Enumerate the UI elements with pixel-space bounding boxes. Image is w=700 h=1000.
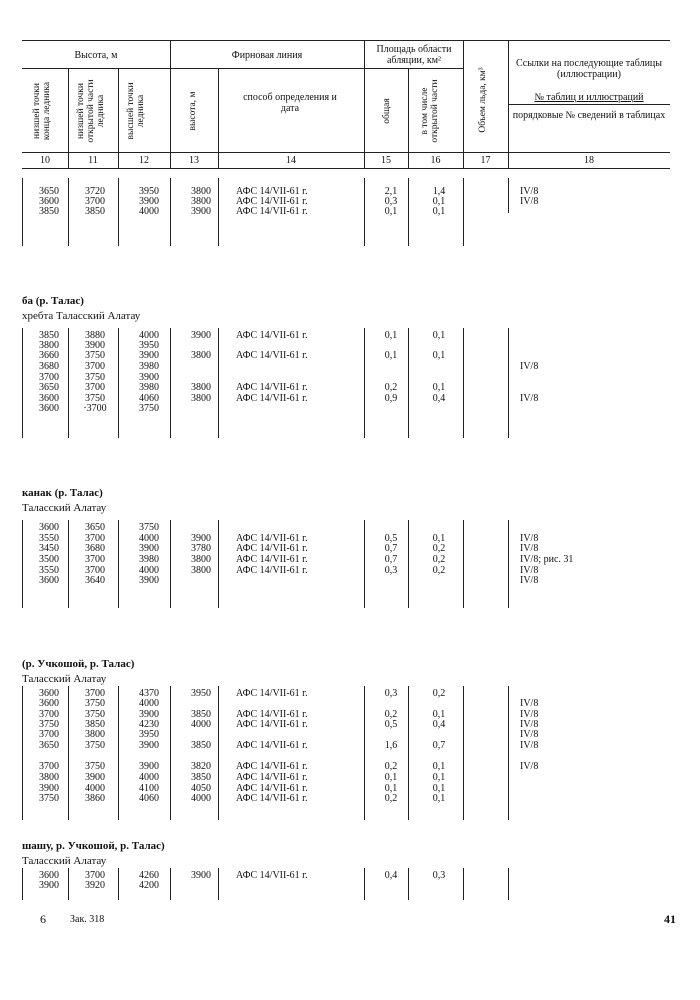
- low-open-cell: 3650: [85, 522, 105, 533]
- low-end-cell: 3680: [39, 361, 59, 372]
- section-subtitle: хребта Таласский Алатау: [22, 310, 141, 322]
- ref-cell: IV/8: [520, 196, 539, 207]
- low-open-cell: 3750: [85, 698, 105, 709]
- section-title: канак (р. Талас): [22, 487, 103, 499]
- high-point-cell: 3900: [139, 709, 159, 720]
- high-point-cell: 3900: [139, 372, 159, 383]
- low-end-cell: 3650: [39, 186, 59, 197]
- area-open-cell: 0,1: [432, 793, 446, 804]
- row-divider: [463, 328, 464, 438]
- ref-cell: IV/8: [520, 719, 539, 730]
- area-total-cell: 0,2: [384, 382, 398, 393]
- row-divider: [463, 686, 464, 820]
- area-open-cell: 0,1: [432, 761, 446, 772]
- header-group-rule: [22, 68, 463, 69]
- row-divider: [508, 178, 509, 213]
- row-divider: [364, 178, 365, 246]
- low-end-cell: 3900: [39, 783, 59, 794]
- row-divider: [508, 520, 509, 608]
- high-point-cell: 3980: [139, 554, 159, 565]
- hdr-divider: [118, 68, 119, 168]
- low-open-cell: 3750: [85, 709, 105, 720]
- firn-height-cell: 3850: [191, 772, 211, 783]
- row-divider: [508, 686, 509, 820]
- col15-header: общая: [382, 98, 392, 124]
- row-divider: [408, 868, 409, 900]
- area-open-cell: 0,1: [432, 350, 446, 361]
- low-open-cell: 3750: [85, 372, 105, 383]
- low-open-cell: 3680: [85, 543, 105, 554]
- low-end-cell: 3650: [39, 740, 59, 751]
- ref-cell: IV/8: [520, 575, 539, 586]
- low-end-cell: 3700: [39, 372, 59, 383]
- col-number: 16: [430, 155, 441, 166]
- ref-cell: IV/8: [520, 698, 539, 709]
- row-divider: [170, 686, 171, 820]
- row-divider: [408, 686, 409, 820]
- firn-height-cell: 3800: [191, 393, 211, 404]
- low-open-cell: 3640: [85, 575, 105, 586]
- area-open-cell: 0,2: [432, 543, 446, 554]
- firn-height-cell: 3800: [191, 186, 211, 197]
- col-number: 18: [584, 155, 594, 166]
- firn-method-header: способ определения и дата: [243, 92, 337, 114]
- low-open-cell: 3700: [85, 688, 105, 699]
- ref-cell: IV/8: [520, 186, 539, 197]
- hdr-divider: [408, 68, 409, 168]
- low-end-cell: 3600: [39, 698, 59, 709]
- row-divider: [68, 686, 69, 820]
- low-end-cell: 3700: [39, 729, 59, 740]
- row-divider: [364, 686, 365, 820]
- low-end-cell: 3660: [39, 350, 59, 361]
- high-point-cell: 3950: [139, 186, 159, 197]
- page-number: 41: [664, 912, 676, 926]
- method-cell: АФС 14/VII-61 г.: [236, 206, 308, 217]
- high-point-cell: 4260: [139, 870, 159, 881]
- area-group-header: Площадь области абляции, км²: [376, 44, 452, 66]
- ref-cell: IV/8: [520, 740, 539, 751]
- low-end-cell: 3750: [39, 793, 59, 804]
- low-open-cell: 3700: [85, 361, 105, 372]
- ref-cell: IV/8: [520, 361, 539, 372]
- row-divider: [22, 178, 23, 246]
- col-number: 17: [480, 155, 491, 166]
- area-open-cell: 0,2: [432, 688, 446, 699]
- ref-cell: IV/8: [520, 761, 539, 772]
- method-cell: АФС 14/VII-61 г.: [236, 393, 308, 404]
- high-point-cell: 4000: [139, 206, 159, 217]
- method-cell: АФС 14/VII-61 г.: [236, 740, 308, 751]
- row-divider: [408, 328, 409, 438]
- low-end-cell: 3600: [39, 870, 59, 881]
- ref-cell: IV/8: [520, 543, 539, 554]
- height-group-header: Высота, м: [74, 50, 118, 61]
- row-divider: [118, 686, 119, 820]
- area-open-cell: 0,1: [432, 533, 446, 544]
- low-end-cell: 3600: [39, 403, 59, 414]
- method-cell: АФС 14/VII-61 г.: [236, 688, 308, 699]
- low-end-cell: 3850: [39, 206, 59, 217]
- hdr-divider: [508, 40, 509, 168]
- ice-volume-header: Объем льда, км³: [478, 67, 488, 133]
- method-cell: АФС 14/VII-61 г.: [236, 554, 308, 565]
- high-point-cell: 3900: [139, 575, 159, 586]
- low-open-cell: ·3700: [83, 403, 107, 414]
- row-divider: [118, 520, 119, 608]
- high-point-cell: 3900: [139, 350, 159, 361]
- area-open-cell: 0,1: [432, 330, 446, 341]
- method-cell: АФС 14/VII-61 г.: [236, 709, 308, 720]
- ref-cell: IV/8: [520, 393, 539, 404]
- row-divider: [408, 178, 409, 246]
- low-open-cell: 3750: [85, 350, 105, 361]
- row-divider: [170, 178, 171, 246]
- row-divider: [170, 868, 171, 900]
- method-cell: АФС 14/VII-61 г.: [236, 793, 308, 804]
- method-cell: АФС 14/VII-61 г.: [236, 870, 308, 881]
- low-end-cell: 3600: [39, 522, 59, 533]
- area-open-cell: 0,4: [432, 719, 446, 730]
- refs-sub2-header: порядковые № сведений в таблицах: [512, 110, 666, 121]
- area-total-cell: 0,5: [384, 533, 398, 544]
- header-number-rule: [22, 168, 670, 169]
- col-number: 13: [189, 155, 199, 166]
- hdr-divider: [218, 68, 219, 168]
- area-total-cell: 0,3: [384, 688, 398, 699]
- row-divider: [118, 178, 119, 246]
- high-point-cell: 4200: [139, 880, 159, 891]
- row-divider: [68, 178, 69, 246]
- high-point-cell: 3900: [139, 761, 159, 772]
- firn-height-cell: 3850: [191, 709, 211, 720]
- low-open-cell: 4000: [85, 783, 105, 794]
- high-point-cell: 4000: [139, 533, 159, 544]
- low-end-cell: 3600: [39, 196, 59, 207]
- row-divider: [68, 868, 69, 900]
- area-total-cell: 0,4: [384, 870, 398, 881]
- firn-height-cell: 3780: [191, 543, 211, 554]
- area-open-cell: 0,1: [432, 709, 446, 720]
- low-open-cell: 3700: [85, 533, 105, 544]
- firn-height-cell: 3800: [191, 382, 211, 393]
- firn-height-cell: 4050: [191, 783, 211, 794]
- low-open-cell: 3900: [85, 772, 105, 783]
- low-end-cell: 3800: [39, 772, 59, 783]
- col-number: 15: [381, 155, 391, 166]
- method-cell: АФС 14/VII-61 г.: [236, 565, 308, 576]
- row-divider: [364, 520, 365, 608]
- row-divider: [364, 328, 365, 438]
- low-open-cell: 3700: [85, 565, 105, 576]
- area-total-cell: 0,7: [384, 554, 398, 565]
- area-open-cell: 1,4: [432, 186, 446, 197]
- low-open-cell: 3720: [85, 186, 105, 197]
- area-open-cell: 0,7: [432, 740, 446, 751]
- high-point-cell: 3900: [139, 196, 159, 207]
- col-number: 12: [139, 155, 149, 166]
- row-divider: [463, 868, 464, 900]
- low-open-cell: 3800: [85, 729, 105, 740]
- high-point-cell: 3900: [139, 740, 159, 751]
- area-open-cell: 0,1: [432, 382, 446, 393]
- row-divider: [22, 520, 23, 608]
- low-open-cell: 3750: [85, 761, 105, 772]
- row-divider: [170, 328, 171, 438]
- high-point-cell: 4000: [139, 330, 159, 341]
- high-point-cell: 3980: [139, 382, 159, 393]
- row-divider: [463, 178, 464, 246]
- refs-sub-rule: [508, 104, 670, 105]
- hdr-divider: [364, 40, 365, 168]
- refs-group-header: Ссылки на последующие таблицы (иллюстрации): [515, 58, 662, 80]
- method-cell: АФС 14/VII-61 г.: [236, 783, 308, 794]
- firn-height-cell: 3800: [191, 350, 211, 361]
- firn-height-cell: 4000: [191, 719, 211, 730]
- low-open-cell: 3700: [85, 382, 105, 393]
- high-point-cell: 4060: [139, 793, 159, 804]
- high-point-cell: 3900: [139, 543, 159, 554]
- method-cell: АФС 14/VII-61 г.: [236, 186, 308, 197]
- high-point-cell: 4100: [139, 783, 159, 794]
- method-cell: АФС 14/VII-61 г.: [236, 772, 308, 783]
- col-number: 10: [40, 155, 50, 166]
- low-end-cell: 3700: [39, 709, 59, 720]
- low-end-cell: 3500: [39, 554, 59, 565]
- method-cell: АФС 14/VII-61 г.: [236, 196, 308, 207]
- area-total-cell: 0,3: [384, 196, 398, 207]
- row-divider: [508, 328, 509, 438]
- low-open-cell: 3700: [85, 870, 105, 881]
- low-end-cell: 3600: [39, 575, 59, 586]
- method-cell: АФС 14/VII-61 г.: [236, 761, 308, 772]
- method-cell: АФС 14/VII-61 г.: [236, 382, 308, 393]
- firn-height-cell: 3900: [191, 533, 211, 544]
- hdr-divider: [68, 68, 69, 168]
- col16-header: в том числе открытой части: [420, 79, 440, 143]
- area-total-cell: 0,1: [384, 783, 398, 794]
- ref-cell: IV/8: [520, 533, 539, 544]
- row-divider: [170, 520, 171, 608]
- refs-sub1-header: № таблиц и иллюстраций: [534, 92, 644, 103]
- low-open-cell: 3900: [85, 340, 105, 351]
- area-total-cell: 0,5: [384, 719, 398, 730]
- area-open-cell: 0,2: [432, 554, 446, 565]
- low-open-cell: 3880: [85, 330, 105, 341]
- ref-cell: IV/8: [520, 709, 539, 720]
- method-cell: АФС 14/VII-61 г.: [236, 330, 308, 341]
- firn-height-cell: 3800: [191, 196, 211, 207]
- section-title: (р. Учкошой, р. Талас): [22, 658, 135, 670]
- area-open-cell: 0,4: [432, 393, 446, 404]
- col13-header: высота, м: [188, 91, 198, 131]
- row-divider: [364, 868, 365, 900]
- high-point-cell: 3950: [139, 340, 159, 351]
- row-divider: [508, 868, 509, 900]
- high-point-cell: 4060: [139, 393, 159, 404]
- low-open-cell: 3750: [85, 393, 105, 404]
- area-total-cell: 0,2: [384, 761, 398, 772]
- row-divider: [68, 328, 69, 438]
- row-divider: [118, 328, 119, 438]
- ref-cell: IV/8; рис. 31: [520, 554, 574, 565]
- low-open-cell: 3860: [85, 793, 105, 804]
- high-point-cell: 4000: [139, 698, 159, 709]
- method-cell: АФС 14/VII-61 г.: [236, 543, 308, 554]
- area-total-cell: 2,1: [384, 186, 398, 197]
- area-total-cell: 1,6: [384, 740, 398, 751]
- low-end-cell: 3600: [39, 688, 59, 699]
- hdr-divider: [463, 40, 464, 168]
- row-divider: [68, 520, 69, 608]
- firn-height-cell: 3800: [191, 554, 211, 565]
- firn-height-cell: 3820: [191, 761, 211, 772]
- low-open-cell: 3920: [85, 880, 105, 891]
- header-top-rule: [22, 40, 670, 41]
- area-total-cell: 0,3: [384, 565, 398, 576]
- area-total-cell: 0,2: [384, 709, 398, 720]
- area-open-cell: 0,3: [432, 870, 446, 881]
- low-end-cell: 3800: [39, 340, 59, 351]
- method-cell: АФС 14/VII-61 г.: [236, 533, 308, 544]
- section-title: ба (р. Талас): [22, 295, 84, 307]
- low-end-cell: 3550: [39, 565, 59, 576]
- high-point-cell: 4000: [139, 772, 159, 783]
- ref-cell: IV/8: [520, 729, 539, 740]
- low-end-cell: 3700: [39, 761, 59, 772]
- low-end-cell: 3900: [39, 880, 59, 891]
- row-divider: [22, 868, 23, 900]
- area-total-cell: 0,9: [384, 393, 398, 404]
- area-total-cell: 0,1: [384, 330, 398, 341]
- low-end-cell: 3750: [39, 719, 59, 730]
- area-total-cell: 0,1: [384, 772, 398, 783]
- col-number: 14: [286, 155, 296, 166]
- firn-group-header: Фирновая линия: [231, 50, 303, 61]
- high-point-cell: 3980: [139, 361, 159, 372]
- low-end-cell: 3550: [39, 533, 59, 544]
- col10-header: низшей точки конца ледника: [32, 81, 52, 141]
- method-cell: АФС 14/VII-61 г.: [236, 350, 308, 361]
- area-total-cell: 0,2: [384, 793, 398, 804]
- section-subtitle: Таласский Алатау: [22, 855, 107, 867]
- section-title: шашу, р. Учкошой, р. Талас): [22, 840, 165, 852]
- high-point-cell: 3750: [139, 522, 159, 533]
- method-cell: АФС 14/VII-61 г.: [236, 719, 308, 730]
- low-end-cell: 3450: [39, 543, 59, 554]
- firn-height-cell: 3950: [191, 688, 211, 699]
- section-subtitle: Таласский Алатау: [22, 502, 107, 514]
- low-end-cell: 3650: [39, 382, 59, 393]
- low-open-cell: 3700: [85, 554, 105, 565]
- low-end-cell: 3850: [39, 330, 59, 341]
- high-point-cell: 4000: [139, 565, 159, 576]
- section-subtitle: Таласский Алатау: [22, 673, 107, 685]
- row-divider: [22, 686, 23, 820]
- area-total-cell: 0,7: [384, 543, 398, 554]
- row-divider: [22, 328, 23, 438]
- firn-height-cell: 3850: [191, 740, 211, 751]
- firn-height-cell: 3900: [191, 330, 211, 341]
- header-bottom-rule: [22, 152, 670, 153]
- col-number: 11: [88, 155, 98, 166]
- col11-header: низшей точки открытой части ледника: [76, 79, 106, 143]
- row-divider: [118, 868, 119, 900]
- area-open-cell: 0,1: [432, 783, 446, 794]
- area-open-cell: 0,1: [432, 196, 446, 207]
- high-point-cell: 4370: [139, 688, 159, 699]
- area-total-cell: 0,1: [384, 350, 398, 361]
- low-open-cell: 3700: [85, 196, 105, 207]
- area-open-cell: 0,1: [432, 206, 446, 217]
- firn-height-cell: 4000: [191, 793, 211, 804]
- high-point-cell: 3950: [139, 729, 159, 740]
- footer-number: 6: [40, 912, 46, 926]
- low-open-cell: 3850: [85, 206, 105, 217]
- area-open-cell: 0,2: [432, 565, 446, 576]
- area-open-cell: 0,1: [432, 772, 446, 783]
- firn-height-cell: 3900: [191, 870, 211, 881]
- firn-height-cell: 3900: [191, 206, 211, 217]
- row-divider: [463, 520, 464, 608]
- low-end-cell: 3600: [39, 393, 59, 404]
- row-divider: [408, 520, 409, 608]
- ref-cell: IV/8: [520, 565, 539, 576]
- high-point-cell: 4230: [139, 719, 159, 730]
- firn-height-cell: 3800: [191, 565, 211, 576]
- high-point-cell: 3750: [139, 403, 159, 414]
- low-open-cell: 3750: [85, 740, 105, 751]
- col12-header: высшей точки ледника: [126, 82, 146, 140]
- low-open-cell: 3850: [85, 719, 105, 730]
- footer-order: Зак. 318: [70, 914, 105, 925]
- area-total-cell: 0,1: [384, 206, 398, 217]
